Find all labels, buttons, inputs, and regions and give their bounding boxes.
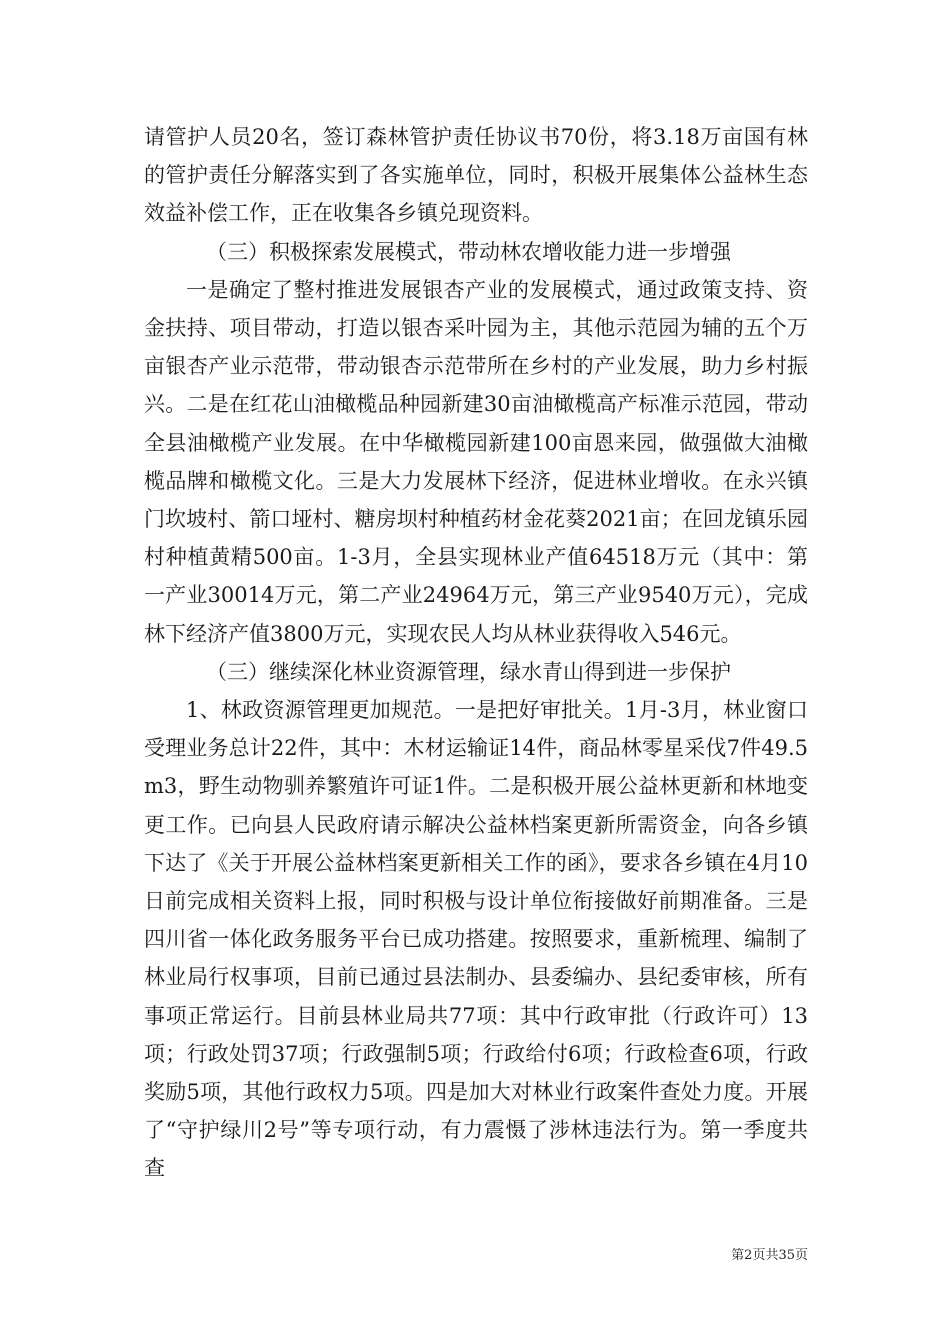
section-heading-2: （三）继续深化林业资源管理，绿水青山得到进一步保护 [206,659,731,684]
paragraph-3: 1、林政资源管理更加规范。一是把好审批关。1月-3月，林业窗口受理业务总计22件，其中：木材运输证14件，商品林零星采伐7件49.5m3，野生动物驯养繁殖许可证1件。二是积极开展公益林更新和林地变更工作。已向县人民政府请示解决公益林档案更新所需资金，向各乡镇下达了《关于开展公益林档案更新相关工作的函》，要求各乡镇在4月10日前完成相关资料上报，同时积极与设计单位衔接做好前期准备。三是四川省一体化政务服务平台已成功搭建。按照要求，重新梳理、编制了林业局行权事项，目前已通过县法制办、县委编办、县纪委审核，所有事项正常运行。目前县林业局共77项：其中行政审批（行政许可）13项；行政处罚37项；行政强制5项；行政给付6项；行政检查6项，行政奖励5项，其他行政权力5项。四是加大对林业行政案件查处力度。开展了“守护绿川2号”等专项行动，有力震慑了涉林违法行为。第一季度共查 [144,698,808,1181]
section-heading-1: （三）积极探索发展模式，带动林农增收能力进一步增强 [206,239,731,264]
page-number: 第2页共35页 [731,1248,808,1263]
paragraph-2: 一是确定了整村推进发展银杏产业的发展模式，通过政策支持、资金扶持、项目带动，打造以银杏采叶园为主，其他示范园为辅的五个万亩银杏产业示范带，带动银杏示范带所在乡村的产业发展，助力乡村振兴。二是在红花山油橄榄品种园新建30亩油橄榄高产标准示范园，带动全县油橄榄产业发展。在中华橄榄园新建100亩恩来园，做强做大油橄榄品牌和橄榄文化。三是大力发展林下经济，促进林业增收。在永兴镇门坎坡村、箭口垭村、糖房坝村种植药材金花葵2021亩；在回龙镇乐园村种植黄精500亩。1-3月，全县实现林业产值64518万元（其中：第一产业30014万元，第二产业24964万元，第三产业9540万元），完成林下经济产值3800万元，实现农民人均从林业获得收入546元。 [144,277,808,646]
paragraph-1: 请管护人员20名，签订森林管护责任协议书70份，将3.18万亩国有林的管护责任分解落实到了各实施单位，同时，积极开展集体公益林生态效益补偿工作，正在收集各乡镇兑现资料。 [144,125,808,226]
document-body [144,118,808,1188]
